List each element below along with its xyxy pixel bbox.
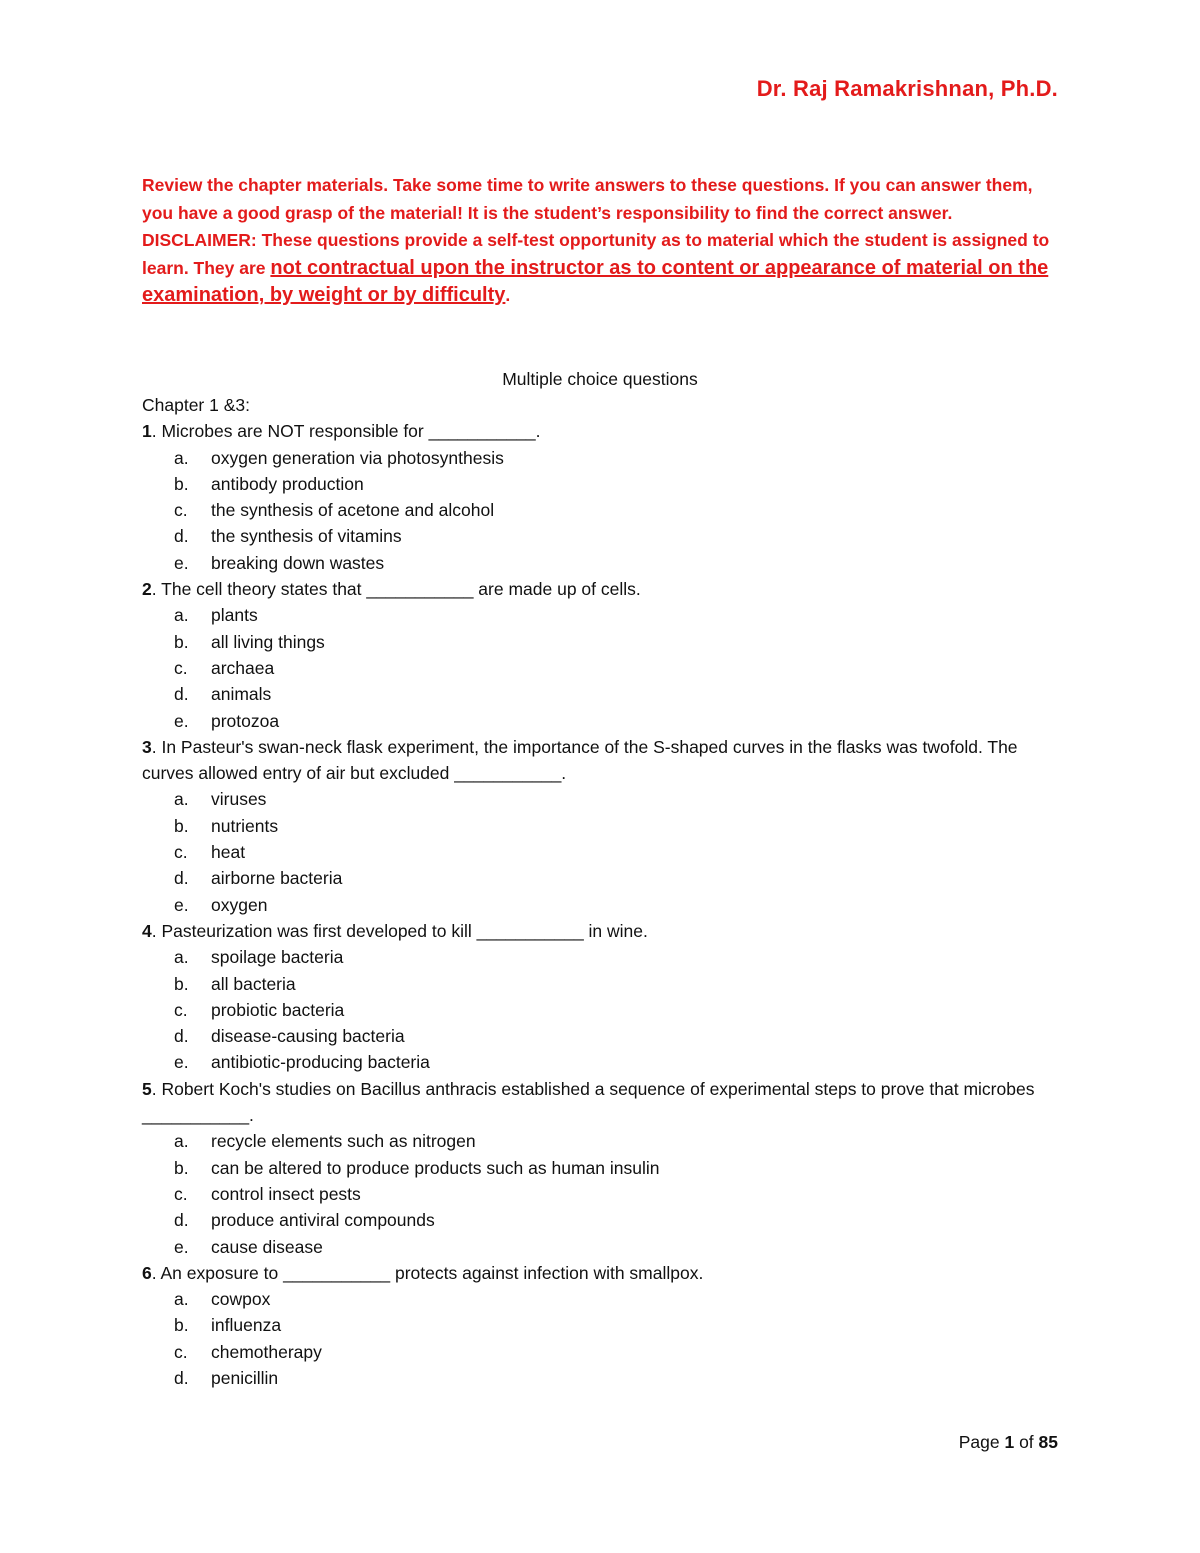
answer-option xyxy=(142,1128,1072,1154)
question-number: 3 xyxy=(142,736,152,757)
answer-options xyxy=(142,445,1072,576)
option-text: airborne bacteria xyxy=(211,868,343,889)
answer-option xyxy=(142,550,1072,576)
option-text: the synthesis of acetone and alcohol xyxy=(211,500,495,521)
answer-options xyxy=(142,1128,1072,1259)
answer-option xyxy=(142,497,1072,523)
page-current: 1 xyxy=(1004,1432,1015,1452)
option-text: heat xyxy=(211,842,246,863)
option-letter: a. xyxy=(174,789,189,810)
page-number xyxy=(959,1432,1058,1453)
option-text: spoilage bacteria xyxy=(211,947,344,968)
option-text: can be altered to produce products such as human insulin xyxy=(211,1157,660,1178)
answer-options xyxy=(142,1286,1072,1391)
option-text: oxygen xyxy=(211,894,268,915)
disclaimer-emphasis: not contractual upon the instructor as to content or appearance of material on the examination, by weight or by difficulty xyxy=(142,256,1049,306)
answer-option xyxy=(142,1365,1072,1391)
option-letter: d. xyxy=(174,868,189,889)
option-letter: c. xyxy=(174,500,188,521)
section-title: Multiple choice questions xyxy=(502,369,698,389)
answer-option xyxy=(142,1155,1072,1181)
option-text: chemotherapy xyxy=(211,1341,322,1362)
option-letter: a. xyxy=(174,1289,189,1310)
question-number: 4 xyxy=(142,920,152,941)
option-letter: c. xyxy=(174,842,188,863)
question-text: . In Pasteur's swan-neck flask experiment, the importance of the S-shaped curves in the flasks was twofold. The curves allowed entry of air but excluded ___________. xyxy=(142,736,1018,784)
answer-option xyxy=(142,944,1072,970)
question-text: . An exposure to ___________ protects against infection with smallpox. xyxy=(151,1262,704,1283)
answer-option xyxy=(142,655,1072,681)
question-text: . Pasteurization was first developed to kill ___________ in wine. xyxy=(151,920,648,941)
question-2 xyxy=(142,576,1072,602)
question-6 xyxy=(142,1260,1072,1286)
answer-option xyxy=(142,708,1072,734)
option-text: influenza xyxy=(211,1315,282,1336)
disclaimer xyxy=(142,227,1062,310)
page-total: 85 xyxy=(1038,1432,1058,1452)
answer-option xyxy=(142,1181,1072,1207)
answer-option xyxy=(142,1312,1072,1338)
option-text: cause disease xyxy=(211,1236,323,1257)
option-letter: c. xyxy=(174,657,188,678)
option-text: all bacteria xyxy=(211,973,296,994)
option-letter: d. xyxy=(174,684,189,705)
answer-option xyxy=(142,445,1072,471)
answer-option xyxy=(142,892,1072,918)
answer-option xyxy=(142,786,1072,812)
option-letter: e. xyxy=(174,1236,189,1257)
question-number: 2 xyxy=(142,579,152,600)
author-name: Dr. Raj Ramakrishnan, Ph.D. xyxy=(756,76,1058,101)
question-number: 6 xyxy=(142,1262,152,1283)
option-text: archaea xyxy=(211,657,275,678)
option-text: nutrients xyxy=(211,815,279,836)
option-letter: a. xyxy=(174,947,189,968)
question-text: . Microbes are NOT responsible for ___________. xyxy=(151,421,541,442)
answer-option xyxy=(142,602,1072,628)
option-text: recycle elements such as nitrogen xyxy=(211,1131,476,1152)
answer-option xyxy=(142,971,1072,997)
answer-option xyxy=(142,839,1072,865)
option-letter: d. xyxy=(174,1026,189,1047)
question-number: 1 xyxy=(142,421,152,442)
option-letter: b. xyxy=(174,973,189,994)
question-text: . Robert Koch's studies on Bacillus anthracis established a sequence of experimental steps to prove that microbes ___________. xyxy=(142,1078,1035,1126)
option-text: cowpox xyxy=(211,1289,271,1310)
option-letter: b. xyxy=(174,631,189,652)
answer-option xyxy=(142,1049,1072,1075)
answer-option xyxy=(142,471,1072,497)
option-text: animals xyxy=(211,684,272,705)
answer-options xyxy=(142,602,1072,733)
option-text: antibiotic-producing bacteria xyxy=(211,1052,430,1073)
option-text: breaking down wastes xyxy=(211,552,385,573)
option-letter: e. xyxy=(174,552,189,573)
option-text: the synthesis of vitamins xyxy=(211,526,402,547)
question-5 xyxy=(142,1076,1072,1129)
option-letter: d. xyxy=(174,1210,189,1231)
question-number: 5 xyxy=(142,1078,152,1099)
option-text: oxygen generation via photosynthesis xyxy=(211,447,504,468)
option-letter: c. xyxy=(174,999,188,1020)
answer-option xyxy=(142,1207,1072,1233)
option-text: plants xyxy=(211,605,258,626)
option-text: probiotic bacteria xyxy=(211,999,345,1020)
question-list xyxy=(142,392,1072,1391)
answer-options xyxy=(142,786,1072,917)
option-letter: e. xyxy=(174,894,189,915)
option-letter: c. xyxy=(174,1183,188,1204)
review-instructions: Review the chapter materials. Take some time to write answers to these questions. If you can answer them, you have a good grasp of the material! It is the student’s responsibility to find the correct answer. xyxy=(142,175,1033,223)
question-4 xyxy=(142,918,1072,944)
option-text: all living things xyxy=(211,631,325,652)
answer-option xyxy=(142,681,1072,707)
option-text: antibody production xyxy=(211,473,364,494)
option-text: penicillin xyxy=(211,1367,279,1388)
option-letter: a. xyxy=(174,605,189,626)
option-letter: a. xyxy=(174,1131,189,1152)
answer-option xyxy=(142,629,1072,655)
option-letter: c. xyxy=(174,1341,188,1362)
disclaimer-intro: DISCLAIMER: These questions provide a self-test opportunity as to material which the student is assigned to learn. They are xyxy=(142,230,1050,278)
option-letter: e. xyxy=(174,1052,189,1073)
option-letter: b. xyxy=(174,1157,189,1178)
answer-option xyxy=(142,997,1072,1023)
question-3 xyxy=(142,734,1072,787)
option-letter: b. xyxy=(174,473,189,494)
answer-options xyxy=(142,944,1072,1075)
questions-container xyxy=(142,418,1072,1391)
option-letter: d. xyxy=(174,526,189,547)
instructions-block xyxy=(142,172,1062,310)
answer-option xyxy=(142,523,1072,549)
option-letter: e. xyxy=(174,710,189,731)
answer-option xyxy=(142,813,1072,839)
option-letter: b. xyxy=(174,1315,189,1336)
option-text: disease-causing bacteria xyxy=(211,1026,405,1047)
option-text: produce antiviral compounds xyxy=(211,1210,435,1231)
option-letter: a. xyxy=(174,447,189,468)
page-of: of xyxy=(1014,1432,1039,1452)
option-letter: d. xyxy=(174,1367,189,1388)
answer-option xyxy=(142,1339,1072,1365)
page-label: Page xyxy=(958,1432,1005,1452)
chapter-heading: Chapter 1 &3: xyxy=(142,395,250,415)
answer-option xyxy=(142,1023,1072,1049)
answer-option xyxy=(142,1234,1072,1260)
answer-option xyxy=(142,1286,1072,1312)
option-text: viruses xyxy=(211,789,267,810)
option-text: control insect pests xyxy=(211,1183,361,1204)
question-1 xyxy=(142,418,1072,444)
question-text: . The cell theory states that ___________ are made up of cells. xyxy=(151,579,641,600)
answer-option xyxy=(142,865,1072,891)
option-text: protozoa xyxy=(211,710,280,731)
option-letter: b. xyxy=(174,815,189,836)
disclaimer-end: . xyxy=(505,285,511,305)
